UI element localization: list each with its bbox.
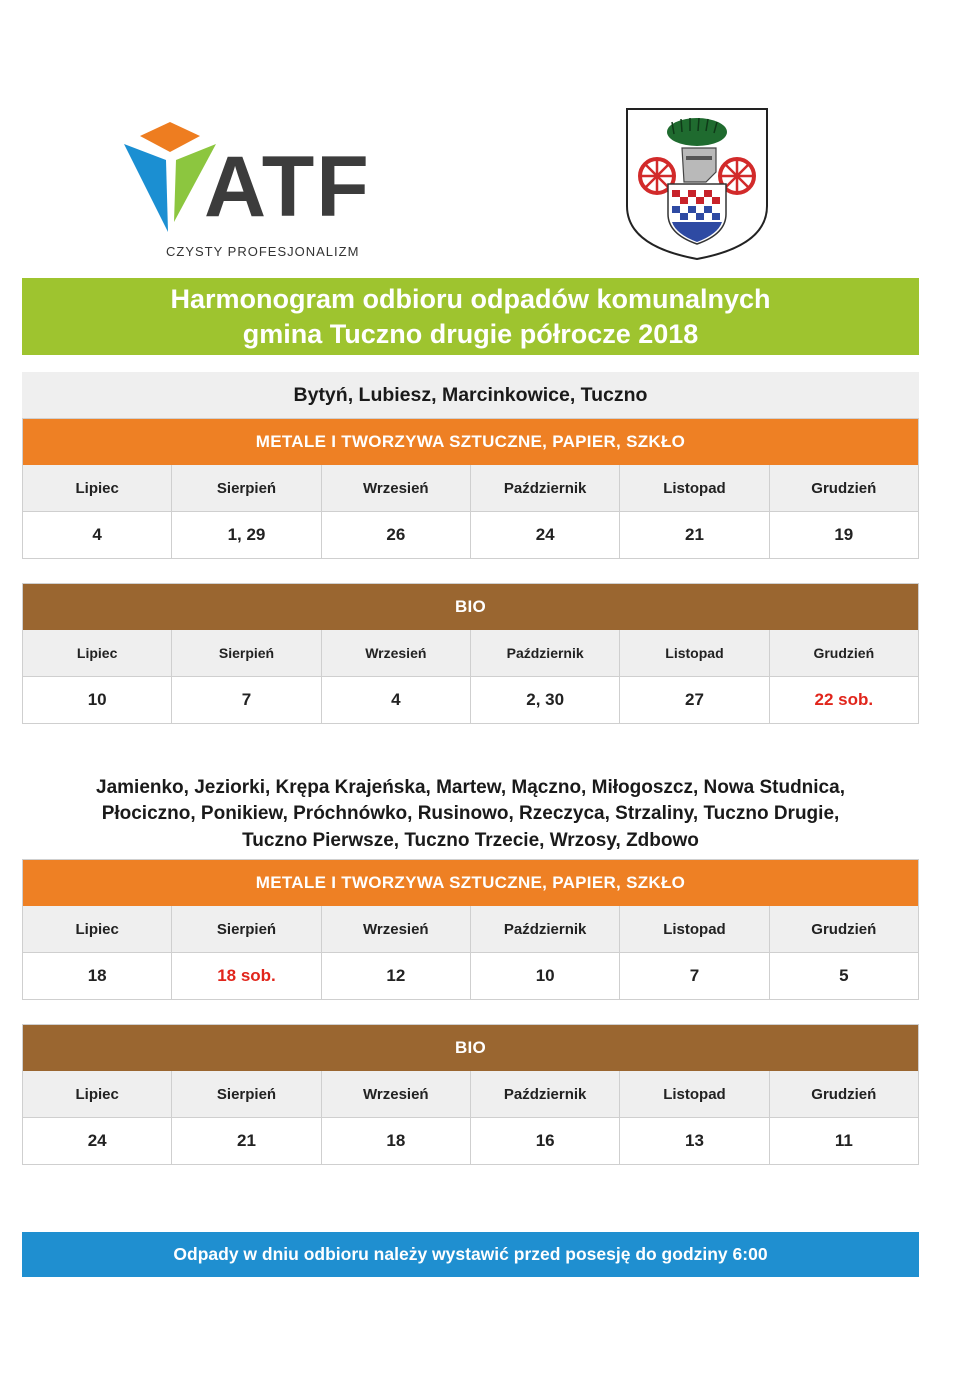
month-pazdziernik: Październik bbox=[471, 630, 620, 676]
month-sierpien: Sierpień bbox=[172, 1071, 321, 1117]
group-1-areas bbox=[22, 372, 919, 418]
month-listopad: Listopad bbox=[620, 630, 769, 676]
title-banner bbox=[22, 278, 919, 355]
month-sierpien: Sierpień bbox=[172, 906, 321, 952]
atf-logo bbox=[122, 122, 372, 262]
group-2-areas-line-2: Płociczno, Ponikiew, Próchnówko, Rusinowo, Rzeczyca, Strzaliny, Tuczno Drugie, bbox=[101, 803, 840, 825]
title-line-2: gmina Tuczno drugie półrocze 2018 bbox=[242, 318, 699, 349]
day-cell: 26 bbox=[322, 512, 471, 558]
day-cell: 19 bbox=[834, 525, 854, 544]
month-header-row bbox=[23, 1071, 918, 1117]
day-cell: 18 bbox=[23, 953, 172, 999]
pickup-days-row bbox=[23, 952, 918, 999]
day-cell: 10 bbox=[471, 953, 620, 999]
day-cell: 7 bbox=[172, 677, 321, 723]
day-cell: 13 bbox=[620, 1118, 769, 1164]
bio-category-bar: BIO bbox=[23, 584, 918, 630]
month-listopad: Listopad bbox=[620, 465, 769, 511]
day-cell: 21 bbox=[620, 512, 769, 558]
recycle-category-bar: METALE I TWORZYWA SZTUCZNE, PAPIER, SZKŁO bbox=[23, 860, 918, 906]
month-header-row bbox=[23, 630, 918, 676]
group-2-areas bbox=[22, 770, 919, 859]
title-line-1: Harmonogram odbioru odpadów komunalnych bbox=[170, 283, 771, 314]
month-listopad: Listopad bbox=[620, 906, 769, 952]
month-lipiec: Lipiec bbox=[23, 630, 172, 676]
day-cell: 27 bbox=[620, 677, 769, 723]
recycle-category-bar: METALE I TWORZYWA SZTUCZNE, PAPIER, SZKŁO bbox=[23, 419, 918, 465]
day-cell: 2, 30 bbox=[471, 677, 620, 723]
day-cell: 18 bbox=[322, 1118, 471, 1164]
day-cell: 4 bbox=[23, 512, 172, 558]
day-cell: 4 bbox=[322, 677, 471, 723]
month-grudzien: Grudzień bbox=[811, 1085, 877, 1103]
saturday-day-cell: 22 sob. bbox=[814, 690, 874, 709]
group-1-bio-table bbox=[22, 583, 919, 724]
pickup-days-row bbox=[23, 676, 918, 723]
day-cell: 24 bbox=[23, 1118, 172, 1164]
month-sierpien: Sierpień bbox=[172, 465, 321, 511]
month-lipiec: Lipiec bbox=[23, 1071, 172, 1117]
day-cell: 11 bbox=[834, 1131, 853, 1150]
atf-tagline: CZYSTY PROFESJONALIZM bbox=[166, 244, 360, 259]
atf-wordmark: ATF bbox=[204, 139, 371, 235]
day-cell: 1, 29 bbox=[172, 512, 321, 558]
month-header-row bbox=[23, 906, 918, 952]
month-grudzien: Grudzień bbox=[813, 645, 875, 661]
group-1-bio-schedule bbox=[22, 583, 919, 724]
day-cell: 16 bbox=[471, 1118, 620, 1164]
day-cell: 10 bbox=[23, 677, 172, 723]
month-sierpien: Sierpień bbox=[172, 630, 321, 676]
bio-category-bar: BIO bbox=[23, 1025, 918, 1071]
day-cell: 7 bbox=[620, 953, 769, 999]
month-header-row bbox=[23, 465, 918, 511]
group-1-schedule bbox=[22, 372, 919, 559]
logo-left-shape bbox=[124, 144, 168, 232]
day-cell: 24 bbox=[471, 512, 620, 558]
month-pazdziernik: Październik bbox=[471, 1071, 620, 1117]
month-wrzesien: Wrzesień bbox=[322, 1071, 471, 1117]
group-2-bio-table bbox=[22, 1024, 919, 1165]
month-lipiec: Lipiec bbox=[23, 906, 172, 952]
coat-of-arms-icon bbox=[624, 106, 770, 262]
group-2-areas-line-1: Jamienko, Jeziorki, Krępa Krajeńska, Martew, Mączno, Miłogoszcz, Nowa Studnica, bbox=[96, 776, 845, 798]
month-wrzesien: Wrzesień bbox=[322, 465, 471, 511]
month-listopad: Listopad bbox=[620, 1071, 769, 1117]
month-wrzesien: Wrzesień bbox=[322, 630, 471, 676]
group-1-areas-text: Bytyń, Lubiesz, Marcinkowice, Tuczno bbox=[293, 383, 648, 406]
pickup-days-row bbox=[23, 511, 918, 558]
pickup-days-row bbox=[23, 1117, 918, 1164]
day-cell: 5 bbox=[839, 966, 849, 985]
month-pazdziernik: Październik bbox=[471, 906, 620, 952]
footer-notice: Odpady w dniu odbioru należy wystawić przed posesję do godziny 6:00 bbox=[22, 1232, 919, 1277]
group-2-schedule bbox=[22, 770, 919, 1000]
group-2-bio-schedule bbox=[22, 1024, 919, 1165]
day-cell: 21 bbox=[172, 1118, 321, 1164]
saturday-day-cell: 18 sob. bbox=[172, 953, 321, 999]
day-cell: 12 bbox=[322, 953, 471, 999]
group-2-recycle-table bbox=[22, 859, 919, 1000]
group-2-areas-line-3: Tuczno Pierwsze, Tuczno Trzecie, Wrzosy, Zdbowo bbox=[242, 829, 699, 851]
month-wrzesien: Wrzesień bbox=[322, 906, 471, 952]
logo-top-shape bbox=[140, 122, 200, 152]
month-grudzien: Grudzień bbox=[811, 479, 877, 497]
month-pazdziernik: Październik bbox=[471, 465, 620, 511]
month-grudzien: Grudzień bbox=[811, 920, 877, 938]
month-lipiec: Lipiec bbox=[23, 465, 172, 511]
group-1-recycle-table bbox=[22, 418, 919, 559]
